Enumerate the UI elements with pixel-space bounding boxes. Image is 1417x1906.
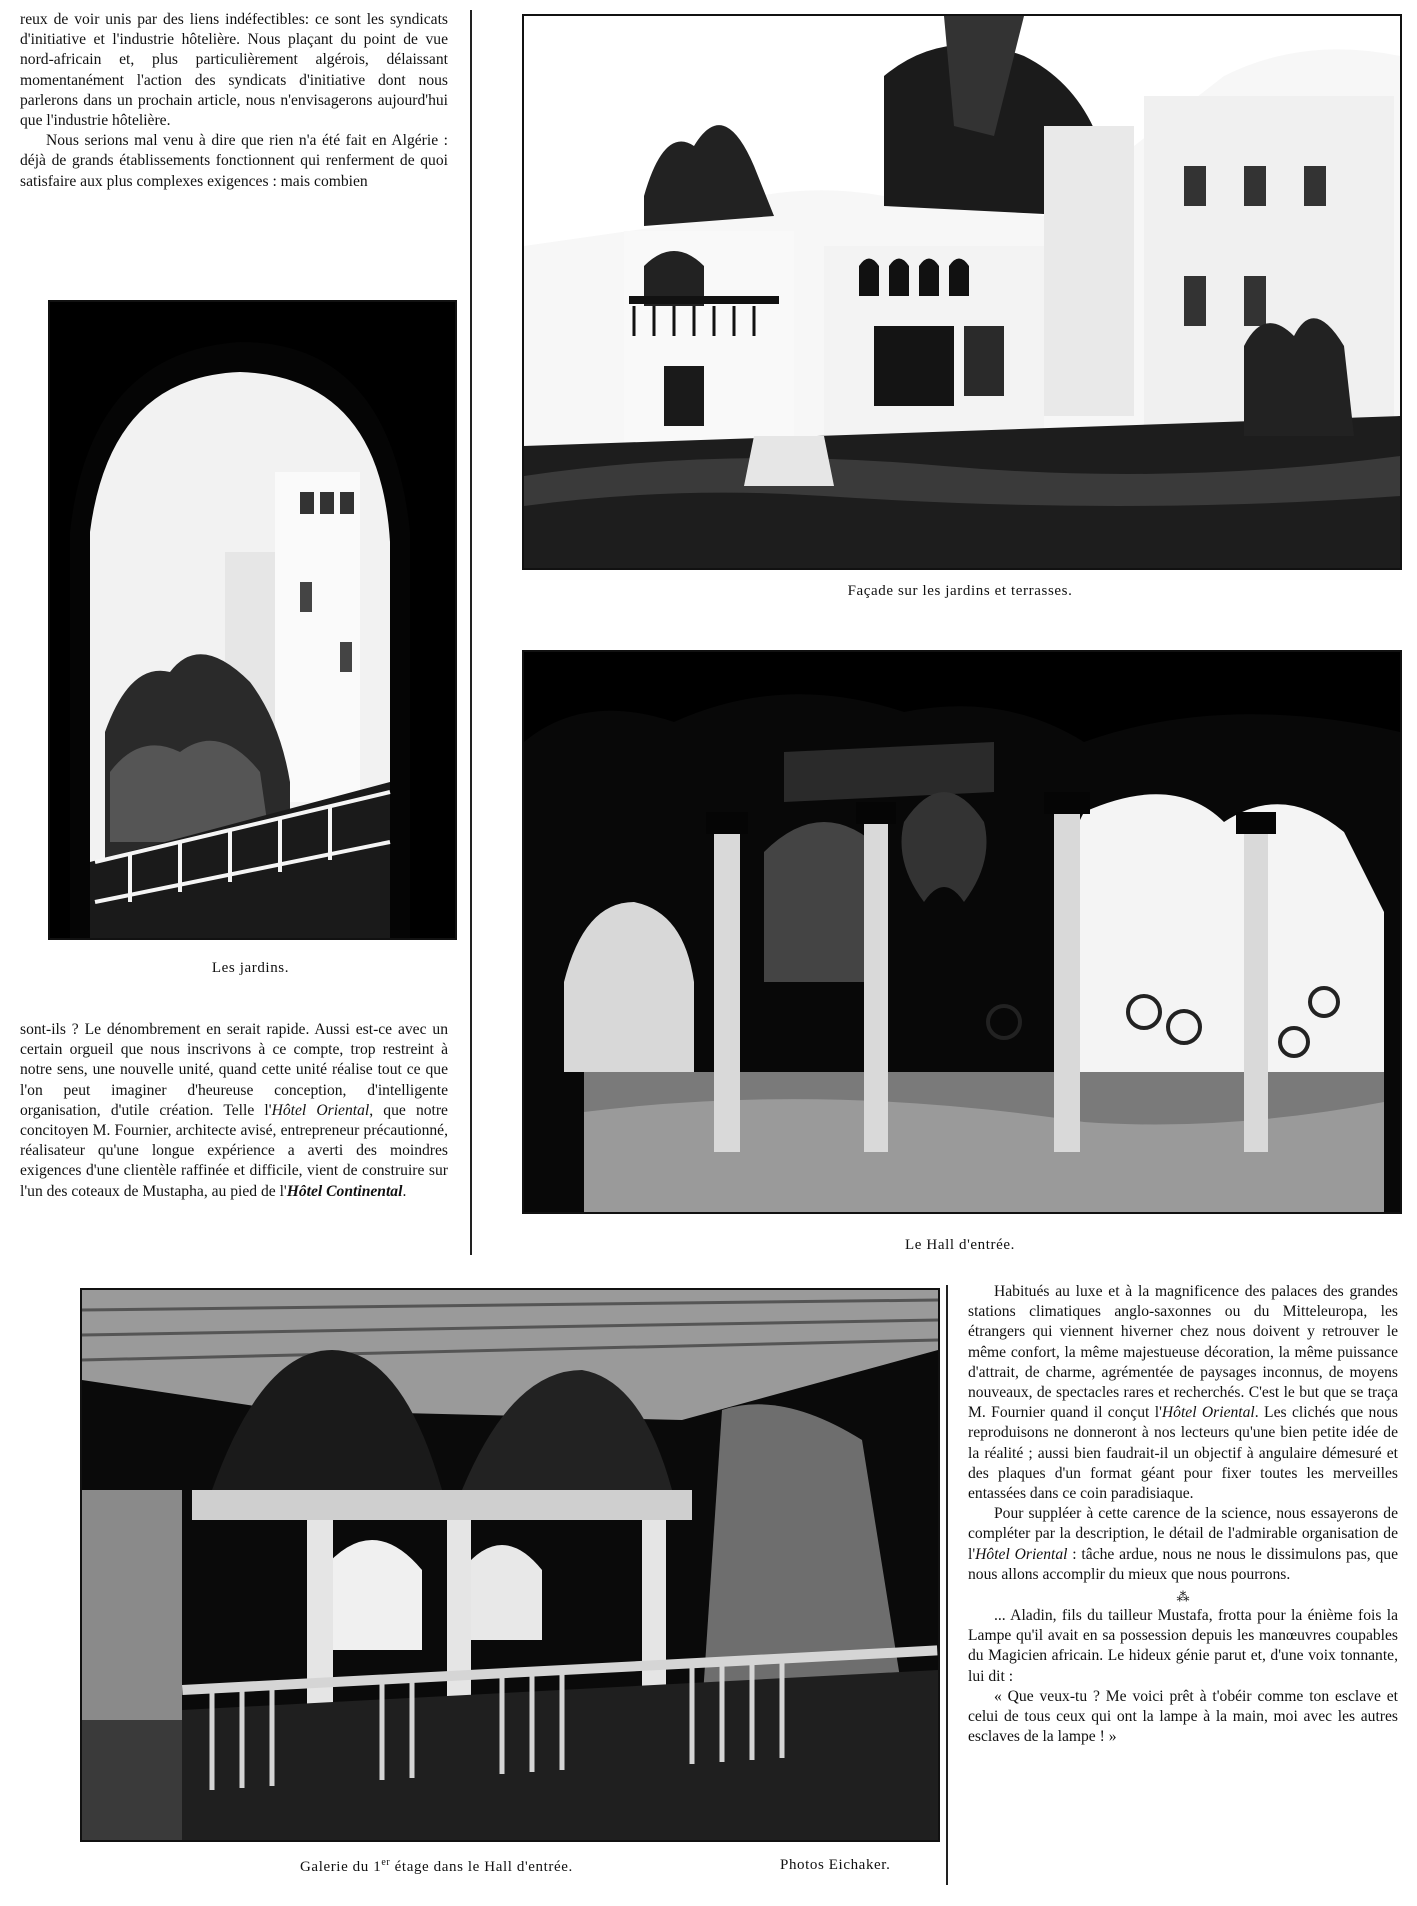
paragraph: reux de voir unis par des liens indéfectibles: ce sont les syndicats d'initiative et l'industrie hôtelière. Nous plaçant du point de vue nord-africain et, plus particulièrement algérois, délaissant momentanément l'action des syndicats d'initiative dont nous parlerons dans un prochain article, nous n'envisagerons aujourd'hui que l'industrie hôtelière. — [20, 11, 448, 130]
column-divider — [470, 10, 472, 1255]
text-run: Pour suppléer à cette carence de la science, nous essayerons de compléter par la description, le détail de l'admirable organisation de l' — [968, 1505, 1398, 1563]
hotel-name: Hôtel Oriental — [1161, 1404, 1255, 1422]
caption-hall: Le Hall d'entrée. — [905, 1237, 1015, 1253]
hotel-name: Hôtel Oriental — [975, 1545, 1068, 1563]
hotel-name: Hôtel Continental — [286, 1182, 403, 1200]
paragraph: ... Aladin, fils du tailleur Mustafa, frotta pour la énième fois la Lampe qu'il avait en sa possession depuis les manœuvres coupables du Magicien africain. Le hideux génie parut et, d'une voix tonnante, lui dit : — [968, 1607, 1398, 1685]
text-run: : tâche ardue, nous ne nous le dissimulons pas, que nous allons accomplir du mieux que nous pourrons. — [968, 1545, 1398, 1583]
paragraph — [968, 1504, 1398, 1585]
caption-facade: Façade sur les jardins et terrasses. — [847, 583, 1073, 599]
text-run: , que notre concitoyen M. Fournier, architecte avisé, entrepreneur précautionné, réalisateur qu'une longue expérience a averti des moindres exigences d'une clientèle raffinée et difficile, vient de construire sur l'un des coteaux de Mustapha, au pied de l' — [20, 1101, 448, 1200]
paragraph — [20, 1020, 448, 1202]
text-run: Habitués au luxe et à la magnificence des palaces des grandes stations climatiques anglo-saxonnes ou du Mitteleuropa, les étrangers qui viennent hiverner chez nous doivent y retrouver le même confort, la même majestueuse décoration, la même puissance d'attrait, de charme, agrémentée de paysages inconnus, de moyens nouveaux, de spectacles rares et recherchés. C'est le but que se traça M. Fournier quand il conçut l' — [968, 1283, 1398, 1422]
caption-text: Galerie du 1 — [300, 1859, 382, 1875]
text-run: . — [402, 1182, 407, 1200]
photo-facade — [522, 14, 1402, 570]
article-column-1-mid — [20, 1020, 448, 1202]
paragraph: Nous serions mal venu à dire que rien n'a été fait en Algérie : déjà de grands établissements fonctionnent qui renferment de quoi satisfaire aux plus complexes exigences : mais combien — [20, 132, 448, 190]
hotel-name: Hôtel Oriental — [271, 1101, 370, 1119]
photo-hall — [522, 650, 1402, 1214]
column-divider — [946, 1285, 948, 1885]
article-column-1-top — [20, 10, 448, 192]
paragraph — [968, 1282, 1398, 1504]
caption-superscript: er — [381, 1857, 391, 1868]
article-column-3 — [968, 1282, 1398, 1747]
photo-credit: Photos Eichaker. — [780, 1857, 891, 1873]
caption-text: étage dans le Hall d'entrée. — [390, 1859, 573, 1875]
text-run: . Les clichés que nous reproduisons ne donneront à nos lecteurs qu'une bien petite idée de la réalité ; aussi bien faudrait-il un objectif à angulaire démesuré et des plaques d'un format géant pour fixer toutes les merveilles entassées dans ce coin paradisiaque. — [968, 1404, 1398, 1503]
caption-galerie — [300, 1857, 760, 1876]
section-separator: ⁂ — [1176, 1589, 1190, 1605]
text-run: sont-ils ? Le dénombrement en serait rapide. Aussi est-ce avec un certain orgueil que nous inscrivons à ce compte, trop restreint à notre sens, une nouvelle unité, quand cette unité réalise tout ce que l'on peut imaginer d'heureuse conception, d'intelligente organisation, d'utile création. Telle l' — [20, 1021, 448, 1119]
caption-jardins: Les jardins. — [211, 960, 290, 976]
photo-galerie — [80, 1288, 940, 1842]
photo-jardins — [48, 300, 457, 940]
paragraph: « Que veux-tu ? Me voici prêt à t'obéir comme ton esclave et celui de tous ceux qui ont la lampe à la main, moi avec les autres esclaves de la lampe ! » — [968, 1687, 1398, 1746]
